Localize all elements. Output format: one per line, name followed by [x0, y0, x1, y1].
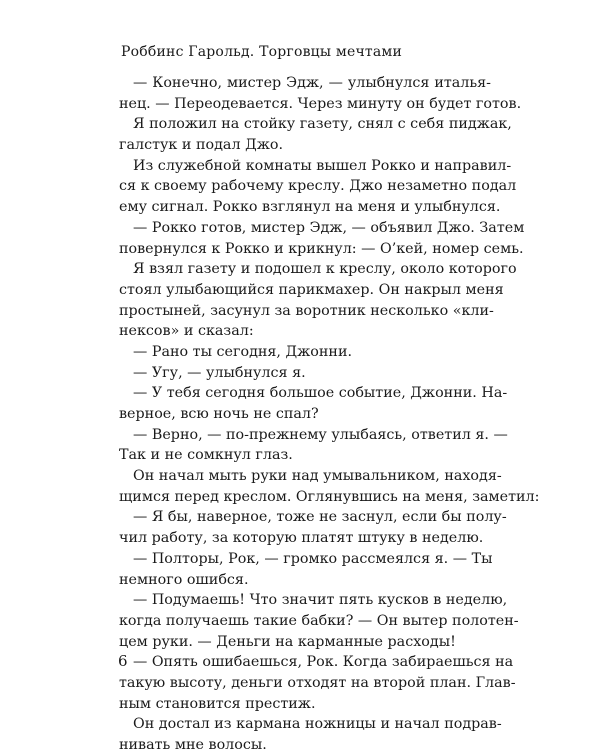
text-line: ся к своему рабочему креслу. Джо незаметно подал — [119, 178, 517, 195]
text-line: нец. — Переодевается. Через минуту он будет готов. — [119, 95, 522, 112]
text-line: — Угу, — улыбнулся я. — [133, 364, 306, 381]
text-line: простыней, засунул за воротник несколько «кли- — [119, 302, 494, 319]
text-line: такую высоту, деньги отходят на второй план. Глав- — [119, 674, 516, 691]
text-line: щимся перед креслом. Оглянувшись на меня, заметил: — [119, 488, 540, 505]
page-number: 6 — [118, 652, 128, 670]
text-line: — У тебя сегодня большое событие, Джонни. На- — [133, 385, 508, 402]
text-line: — Конечно, мистер Эдж, — улыбнулся италья- — [133, 75, 491, 91]
text-line: — Полторы, Рок, — громко рассмеялся я. — Ты — [133, 550, 493, 567]
running-head: Роббинс Гарольд. Торговцы мечтами — [121, 44, 403, 60]
text-line: нексов» и сказал: — [119, 323, 254, 340]
text-line: — Подумаешь! Что значит пять кусков в неделю, — [133, 592, 508, 609]
text-line: немного ошибся. — [119, 571, 249, 588]
text-line: галстук и подал Джо. — [119, 137, 283, 154]
text-line: цем руки. — Деньги на карманные расходы! — [119, 633, 456, 650]
text-line: повернулся к Рокко и крикнул: — О’кей, номер семь. — [119, 240, 524, 257]
text-line: ным становится престиж. — [119, 695, 316, 712]
text-line: — Я бы, наверное, тоже не заснул, если бы полу- — [133, 509, 507, 526]
text-line: Из служебной комнаты вышел Рокко и направил- — [133, 157, 512, 174]
body-text — [119, 73, 540, 756]
text-line: — Рокко готов, мистер Эдж, — объявил Джо. Затем — [133, 219, 525, 236]
text-line: Так и не сомкнул глаз. — [119, 447, 293, 464]
text-line: нивать мне волосы. — [119, 737, 267, 753]
text-line: — Рано ты сегодня, Джонни. — [133, 343, 353, 360]
text-line: Я положил на стойку газету, снял с себя пиджак, — [133, 116, 512, 133]
text-line: чил работу, за которую платят штуку в неделю. — [119, 530, 484, 547]
text-line: стоял улыбающийся парикмахер. Он накрыл меня — [119, 281, 504, 298]
text-line: ему сигнал. Рокко взглянул на меня и улыбнулся. — [119, 199, 501, 216]
text-line: — Опять ошибаешься, Рок. Когда забираешься на — [133, 654, 514, 671]
text-line: Он начал мыть руки над умывальником, находя- — [133, 468, 502, 485]
text-line: верное, всю ночь не спал? — [119, 406, 319, 422]
text-line: — Верно, — по-прежнему улыбаясь, ответил я. — — [133, 426, 508, 443]
text-line: Я взял газету и подошел к креслу, около которого — [133, 261, 517, 278]
text-line: Он достал из кармана ножницы и начал подрав- — [133, 716, 502, 733]
text-line: когда получаешь такие бабки? — Он вытер полотен- — [119, 612, 519, 629]
